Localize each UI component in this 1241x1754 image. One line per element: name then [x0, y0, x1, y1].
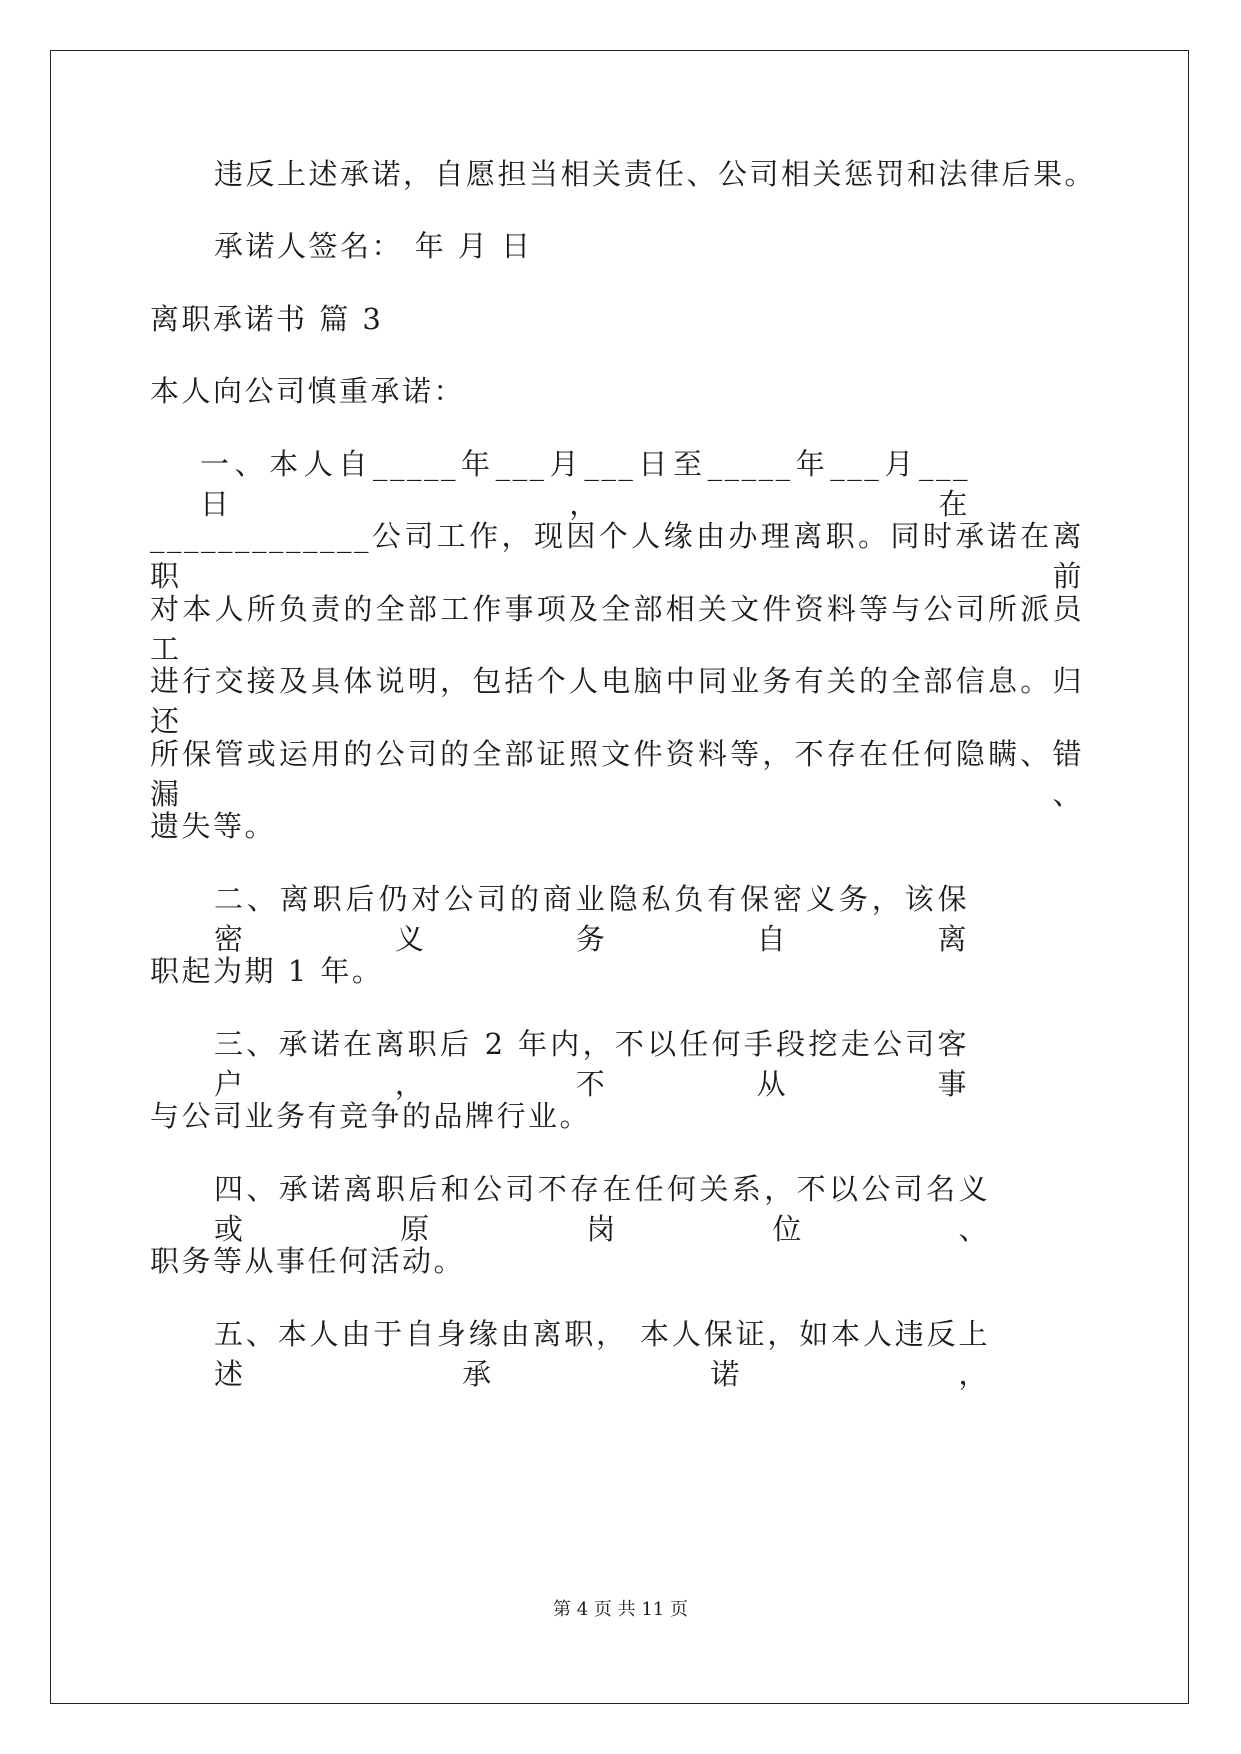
item1-line3: 对本人所负责的全部工作事项及全部相关文件资料等与公司所派员工: [150, 592, 1084, 666]
page-footer: 第 4 页 共 11 页: [553, 1599, 688, 1620]
item5-line1: 五、本人由于自身缘由离职， 本人保证，如本人违反上述承诺，: [214, 1317, 990, 1391]
item1-line2: _____________公司工作，现因个人缘由办理离职。同时承诺在离职前: [150, 519, 1084, 593]
item4-line1: 四、承诺离职后和公司不存在任何关系，不以公司名义或原岗位、: [214, 1172, 990, 1246]
item2-line1: 二、离职后仍对公司的商业隐私负有保密义务，该保密义务自离: [214, 882, 969, 956]
item3-line1: 三、承诺在离职后 2 年内，不以任何手段挖走公司客户，不从事: [214, 1027, 969, 1101]
item2-line2: 职起为期 1 年。: [150, 954, 384, 988]
item1-line6: 遗失等。: [150, 809, 277, 843]
item1-line4: 进行交接及具体说明，包括个人电脑中同业务有关的全部信息。归还: [150, 664, 1084, 738]
item1-line1: 一、本人自_____年___月___日至_____年___月___日，在: [200, 447, 970, 521]
paragraph-consequences: 违反上述承诺，自愿担当相关责任、公司相关惩罚和法律后果。: [214, 157, 1097, 191]
item4-line2: 职务等从事任何活动。: [150, 1244, 466, 1278]
signature-line: 承诺人签名： 年 月 日: [214, 229, 533, 263]
item1-line5: 所保管或运用的公司的全部证照文件资料等，不存在任何隐瞒、错漏、: [150, 737, 1084, 811]
item3-line2: 与公司业务有竞争的品牌行业。: [150, 1099, 592, 1133]
section-heading: 离职承诺书 篇 3: [150, 302, 384, 336]
pledge-intro: 本人向公司慎重承诺：: [150, 374, 466, 408]
